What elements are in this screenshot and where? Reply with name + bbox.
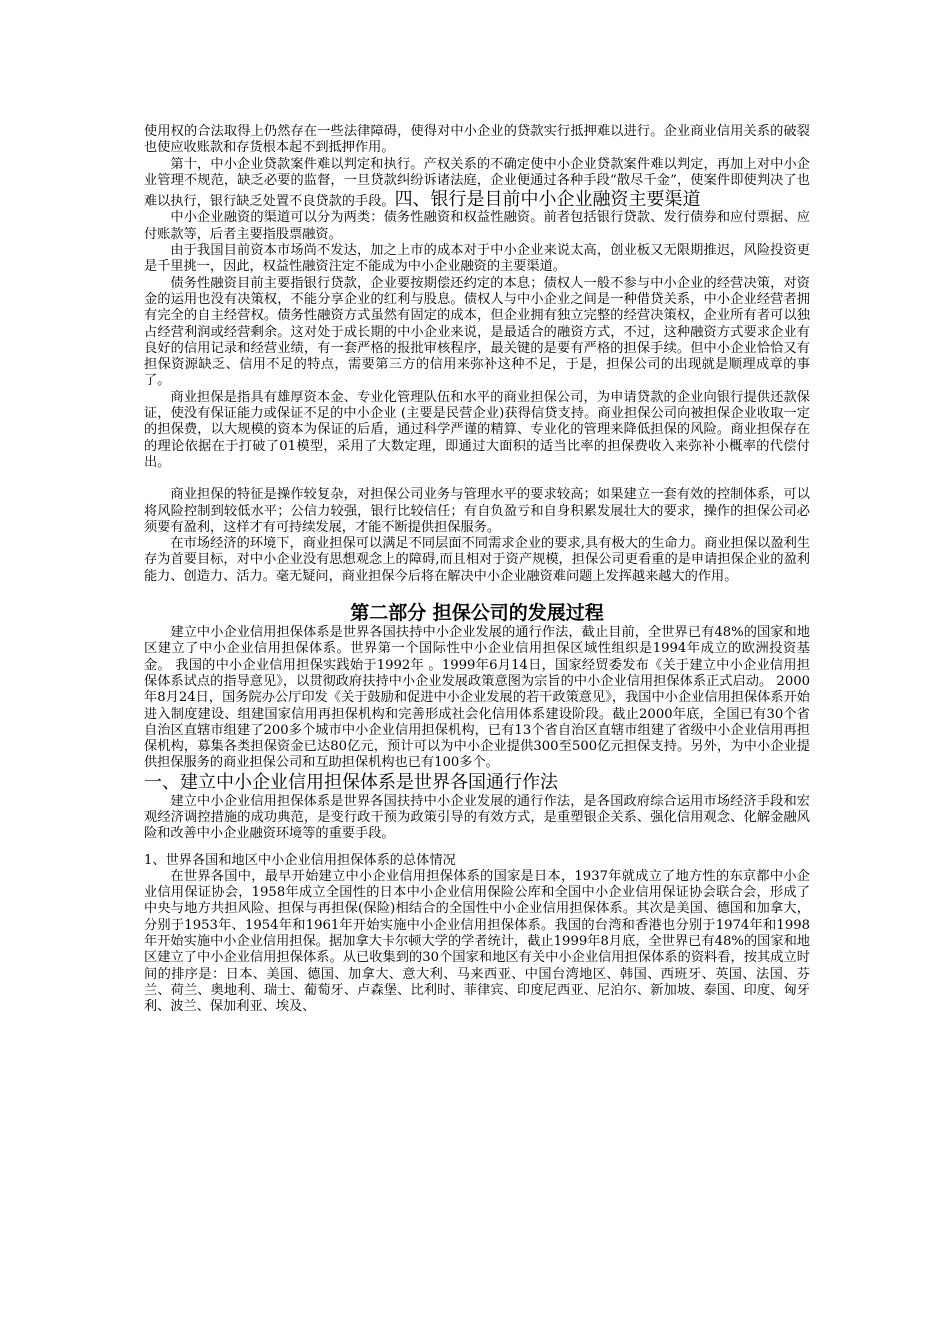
spacer [144, 843, 810, 853]
paragraph-tenth-text: 第十，中小企业贷款案件难以判定和执行。产权关系的不确定使中小企业贷款案件难以判定，再加上对中小企业管理不规范，缺乏必要的监督，一旦贷款纠纷诉诸法庭，企业便通过各种手段“散尽千金”，使案件即使判决了也难以执行，银行缺乏处置不良贷款的手段。 [144, 156, 810, 210]
paragraph-equity-financing: 由于我国目前资本市场尚不发达，加之上市的成本对于中小企业来说太高，创业板又无限期推迟，风险投资更是千里挑一，因此，权益性融资注定不能成为中小企业融资的主要渠道。 [144, 243, 810, 275]
document-page [144, 124, 810, 1016]
paragraph-world-countries: 在世界各国中，最早开始建立中小企业信用担保体系的国家是日本，1937年就成立了地方性的东京都中小企业信用保证协会，1958年成立全国性的日本中小企业信用保险公库和全国中小企业信用保证协会联合会，形成了中央与地方共担风险、担保与再担保(保险)相结合的全国性中小企业信用担保体系。其次是美国、德国和加拿大，分别于1953年、1954年和1961年开始实施中小企业信用担保体系。我国的台湾和香港也分别于1974年和1998年开始实施中小企业信用担保。据加拿大卡尔顿大学的学者统计，截止1999年8月底，全世界已有48%的国家和地区建立了中小企业信用担保体系。从已收集到的30个国家和地区有关中小企业信用担保体系的资料看，按其成立时间的排序是：日本、美国、德国、加拿大、意大利、马来西亚、中国台湾地区、韩国、西班牙、英国、法国、芬兰、荷兰、奥地利、瑞士、葡萄牙、卢森堡、比利时、菲律宾、印度尼西亚、尼泊尔、新加坡、泰国、印度、匈牙利、波兰、保加利亚、埃及、 [144, 868, 810, 1015]
paragraph-collateral: 使用权的合法取得上仍然存在一些法律障碍，使得对中小企业的贷款实行抵押难以进行。企业商业信用关系的破裂也使应收账款和存货根本起不到抵押作用。 [144, 124, 810, 156]
heading-section-four: 四、银行是目前中小企业融资主要渠道 [394, 189, 701, 211]
spacer [144, 471, 810, 487]
paragraph-financing-channels: 中小企业融资的渠道可以分为两类：债务性融资和权益性融资。前者包括银行贷款、发行债券和应付票据、应付账款等，后者主要指股票融资。 [144, 210, 810, 242]
paragraph-guarantee-history: 建立中小企业信用担保体系是世界各国扶持中小企业发展的通行作法，截止目前，全世界已有48%的国家和地区建立了中小企业信用担保体系。世界第一个国际性中小企业信用担保区域性组织是1994年成立的欧洲投资基金。 我国的中小企业信用担保实践始于1992年 。1999年6月14日，国家经贸委发布《关于建立中小企业信用担保体系试点的指导意见》，以贯彻政府扶持中小企业发展政策意图为宗旨的中小企业信用担保体系正式启动。 2000年8月24日，国务院办公厅印发《关于鼓励和促进中小企业发展的若干政策意见》，我国中小企业信用担保体系开始进入制度建设、组建国家信用再担保机构和完善形成社会化信用体系建设阶段。截止2000年底，全国已有30个省自治区直辖市组建了200多个城市中小企业信用担保机构，已有13个省自治区直辖市组建了省级中小企业信用再担保机构，募集各类担保资金已达80亿元，预计可以为中小企业提供300至500亿元担保支持。另外，为中小企业提供担保服务的商业担保公司和互助担保机构也已有100多个。 [144, 625, 810, 771]
heading-section-one: 一、建立中小企业信用担保体系是世界各国通行作法 [144, 771, 558, 793]
paragraph-market-economy: 在市场经济的环境下，商业担保可以满足不同层面不同需求企业的要求,具有极大的生命力。商业担保以盈利生存为首要目标，对中小企业没有思想观念上的障碍,而且相对于资产规模，担保公司更看重的是申请担保企业的盈利能力、创造力、活力。毫无疑问，商业担保今后将在解决中小企业融资难问题上发挥越来越大的作用。 [144, 536, 810, 584]
part-two-title: 第二部分 担保公司的发展过程 [350, 602, 604, 625]
paragraph-guarantee-system: 建立中小企业信用担保体系是世界各国扶持中小企业发展的通行作法，是各国政府综合运用市场经济手段和宏观经济调控措施的成功典范，是变行政干预为政策引导的有效方式，是重塑银企关系、强化信用观念、化解金融风险和改善中小企业融资环境等的重要手段。 [144, 793, 810, 842]
paragraph-tenth-point [144, 157, 810, 211]
paragraph-guarantee-features: 商业担保的特征是操作较复杂，对担保公司业务与管理水平的要求较高；如果建立一套有效的控制体系，可以将风险控制到较低水平；公信力较强，银行比较信任；有自负盈亏和自身积累发展壮大的要求，操作的担保公司必须要有盈利，这样才有可持续发展，才能不断提供担保服务。 [144, 487, 810, 535]
subheading-world-overview: 1、世界各国和地区中小企业信用担保体系的总体情况 [144, 852, 456, 868]
paragraph-debt-financing: 债务性融资目前主要指银行贷款，企业要按期偿还约定的本息；债权人一般不参与中小企业的经营决策，对资金的运用也没有决策权，不能分享企业的红利与股息。债权人与中小企业之间是一种借贷关系，中小企业经营者拥有完全的自主经营权。债务性融资方式虽然有固定的成本，但企业拥有独立完整的经营决策权，企业所有者可以独占经营利润或经营剩余。这对处于成长期的中小企业来说，是最适合的融资方式，不过，这种融资方式要求企业有良好的信用记录和经营业绩，有一套严格的报批审核程序，最关键的是要有严格的担保手续。但中小企业恰恰又有担保资源缺乏、信用不足的特点，需要第三方的信用来弥补这种不足，于是，担保公司的出现就是顺理成章的事了。 [144, 275, 810, 389]
paragraph-commercial-guarantee: 商业担保是指具有雄厚资本金、专业化管理队伍和水平的商业担保公司，为申请贷款的企业向银行提供还款保证，使没有保证能力或保证不足的中小企业 (主要是民营企业)获得信贷支持。商业担保公司向被担保企业收取一定的担保费，以大规模的资本为保证的后盾，通过科学严谨的精算、专业化的管理来降低担保的风险。商业担保存在的理论依据在于打破了01模型，采用了大数定理，即通过大面积的适当比率的担保费收入来弥补小概率的代偿付出。 [144, 389, 810, 470]
